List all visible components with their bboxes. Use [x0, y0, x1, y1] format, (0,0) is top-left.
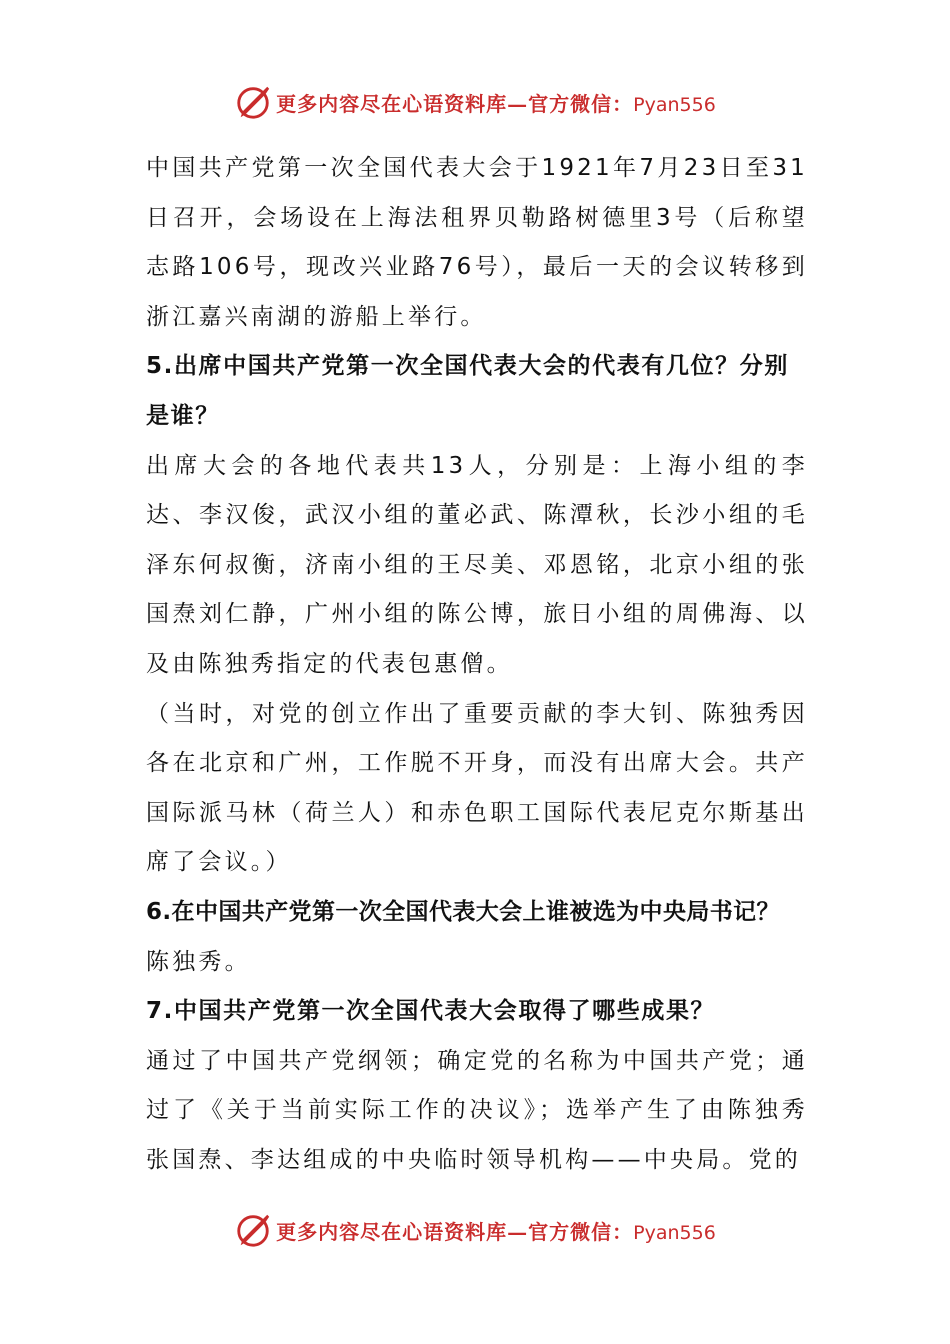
question-heading: 5.出席中国共产党第一次全国代表大会的代表有几位？分别是谁？	[146, 353, 789, 429]
pen-circle-logo-icon	[234, 1211, 272, 1249]
body-paragraph: 出席大会的各地代表共13人，分别是：上海小组的李达、李汉俊，武汉小组的董必武、陈潭秋，长沙小组的毛泽东何叔衡，济南小组的王尽美、邓恩铭，北京小组的张国焘刘仁静，广州小组的陈公博，旅日小组的周佛海、以及由陈独秀指定的代表包惠僧。	[146, 452, 808, 677]
banner-text: 更多内容尽在心语资料库—官方微信：Pyan556	[276, 91, 716, 116]
question-heading: 7.中国共产党第一次全国代表大会取得了哪些成果？	[146, 998, 716, 1025]
body-paragraph: 陈独秀。	[146, 948, 251, 975]
body-paragraph: 通过了中国共产党纲领；确定党的名称为中国共产党；通过了《关于当前实际工作的决议》；选举产生了由陈独秀张国焘、李达组成的中央临时领导机构——中央局。党的	[146, 1047, 808, 1173]
wechat-id: Pyan556	[633, 1221, 716, 1244]
body-paragraph: （当时，对党的创立作出了重要贡献的李大钊、陈独秀因各在北京和广州，工作脱不开身，而没有出席大会。共产国际派马林（荷兰人）和赤色职工国际代表尼克尔斯基出席了会议。）	[146, 700, 808, 876]
document-body	[146, 144, 808, 1185]
question-heading: 6.在中国共产党第一次全国代表大会上谁被选为中央局书记？	[146, 898, 780, 925]
footer-banner	[0, 1208, 950, 1252]
pen-circle-logo-icon	[234, 83, 272, 121]
body-paragraph: 中国共产党第一次全国代表大会于1921年7月23日至31日召开，会场设在上海法租界贝勒路树德里3号（后称望志路106号，现改兴业路76号），最后一天的会议转移到浙江嘉兴南湖的游船上举行。	[146, 155, 808, 330]
header-banner	[0, 80, 950, 124]
banner-text: 更多内容尽在心语资料库—官方微信：Pyan556	[276, 1219, 716, 1244]
wechat-id: Pyan556	[633, 93, 716, 116]
